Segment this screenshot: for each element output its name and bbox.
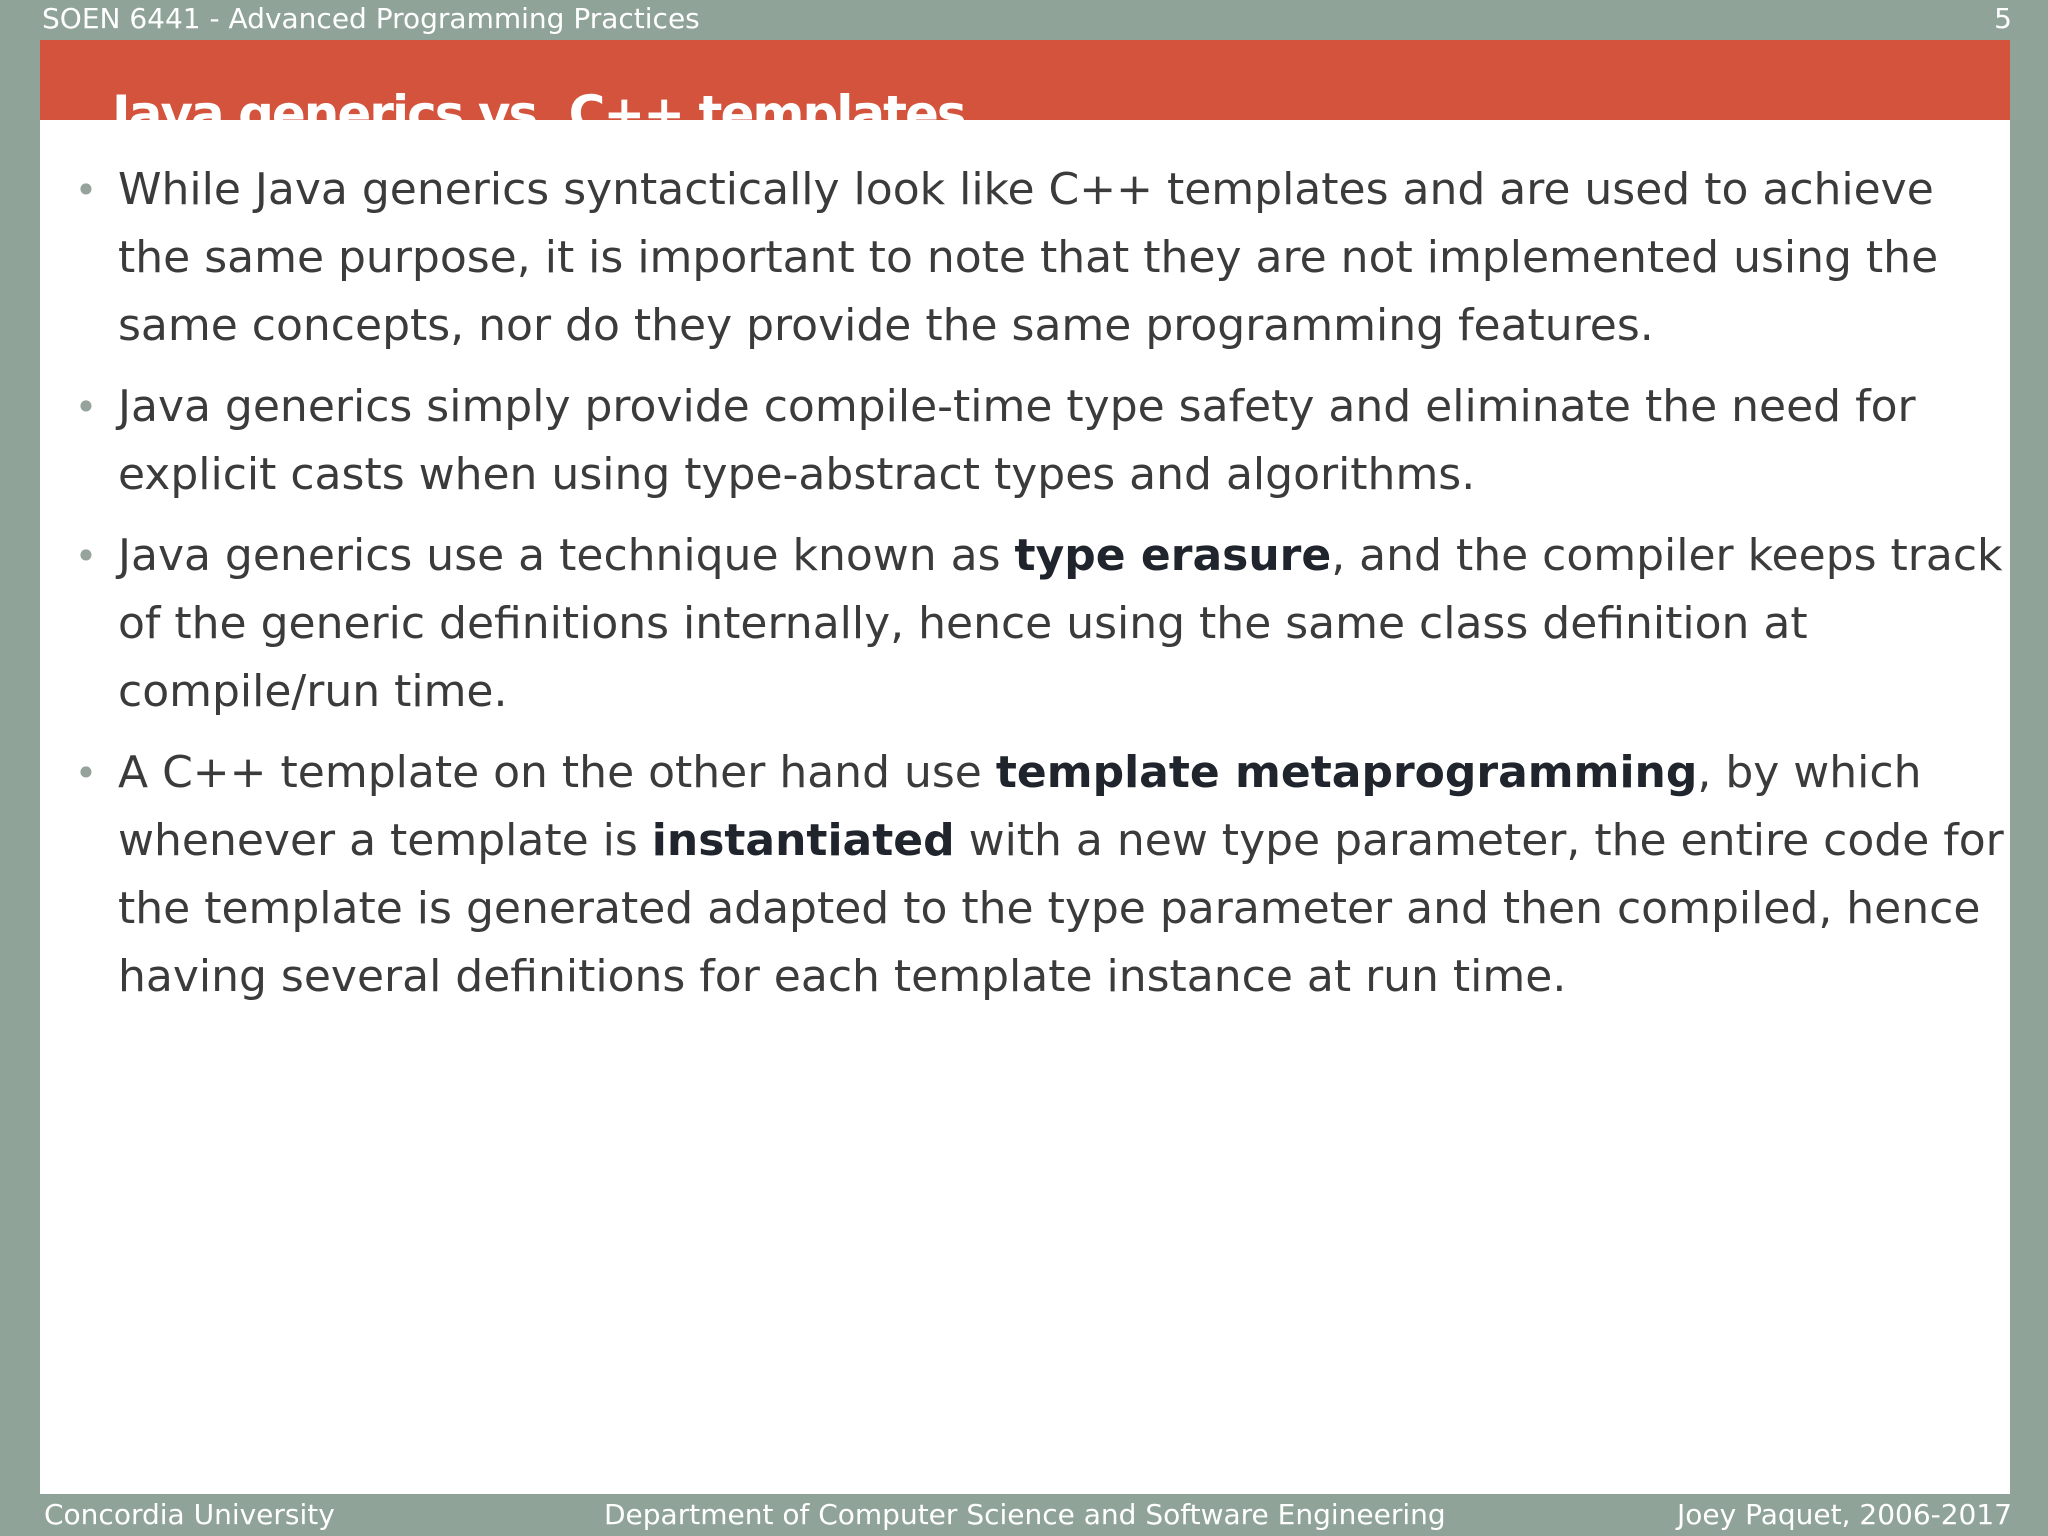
- author-copyright: Joey Paquet, 2006-2017: [1676, 1498, 2012, 1531]
- bullet-item-4: [74, 739, 2004, 1011]
- bullet-text-2: Java generics simply provide compile-time type safety and eliminate the need for explicit casts when using type-abstract types and algorithms.: [118, 381, 1916, 500]
- page-number: 5: [1994, 2, 2012, 35]
- bullet-icon: •: [74, 385, 98, 429]
- slide-title: Java generics vs. C++ templates: [112, 84, 965, 143]
- bullet-item-3: [74, 522, 2004, 726]
- instantiated-emphasis: instantiated: [651, 815, 955, 866]
- bullet-text-4-suffix: with a new type parameter, the entire code for the template is generated adapted to the type parameter and then compiled, hence having several definitions for each template instance at run time.: [118, 815, 2004, 1002]
- bullet-text-3-suffix: , and the compiler keeps track of the generic definitions internally, hence using the same class definition at compile/run time.: [118, 530, 2003, 717]
- slide-footer: [0, 1496, 2048, 1536]
- bullet-icon: •: [74, 168, 98, 212]
- bullet-text-1: While Java generics syntactically look like C++ templates and are used to achieve the same purpose, it is important to note that they are not implemented using the same concepts, nor do they provide the same programming features.: [118, 164, 1939, 351]
- university-name: Concordia University: [44, 1498, 335, 1531]
- course-title: SOEN 6441 - Advanced Programming Practices: [42, 2, 700, 35]
- bullet-text-3-prefix: Java generics use a technique known as: [118, 530, 1015, 581]
- bullet-icon: •: [74, 751, 98, 795]
- bullet-item-2: [74, 373, 2004, 509]
- department-name: Department of Computer Science and Software Engineering: [604, 1498, 1446, 1531]
- bullet-list: [74, 156, 2004, 1024]
- type-erasure-emphasis: type erasure: [1014, 530, 1332, 581]
- bullet-text-4-middle: , by which whenever a template is: [118, 747, 1922, 866]
- slide-content-panel: [40, 40, 2010, 1494]
- slide-header: [0, 0, 2048, 40]
- bullet-text-4-prefix: A C++ template on the other hand use: [118, 747, 996, 798]
- template-metaprogramming-emphasis: template metaprogramming: [995, 747, 1698, 798]
- slide-title-bar: [40, 40, 2010, 143]
- bullet-item-1: [74, 156, 2004, 360]
- bullet-icon: •: [74, 534, 98, 578]
